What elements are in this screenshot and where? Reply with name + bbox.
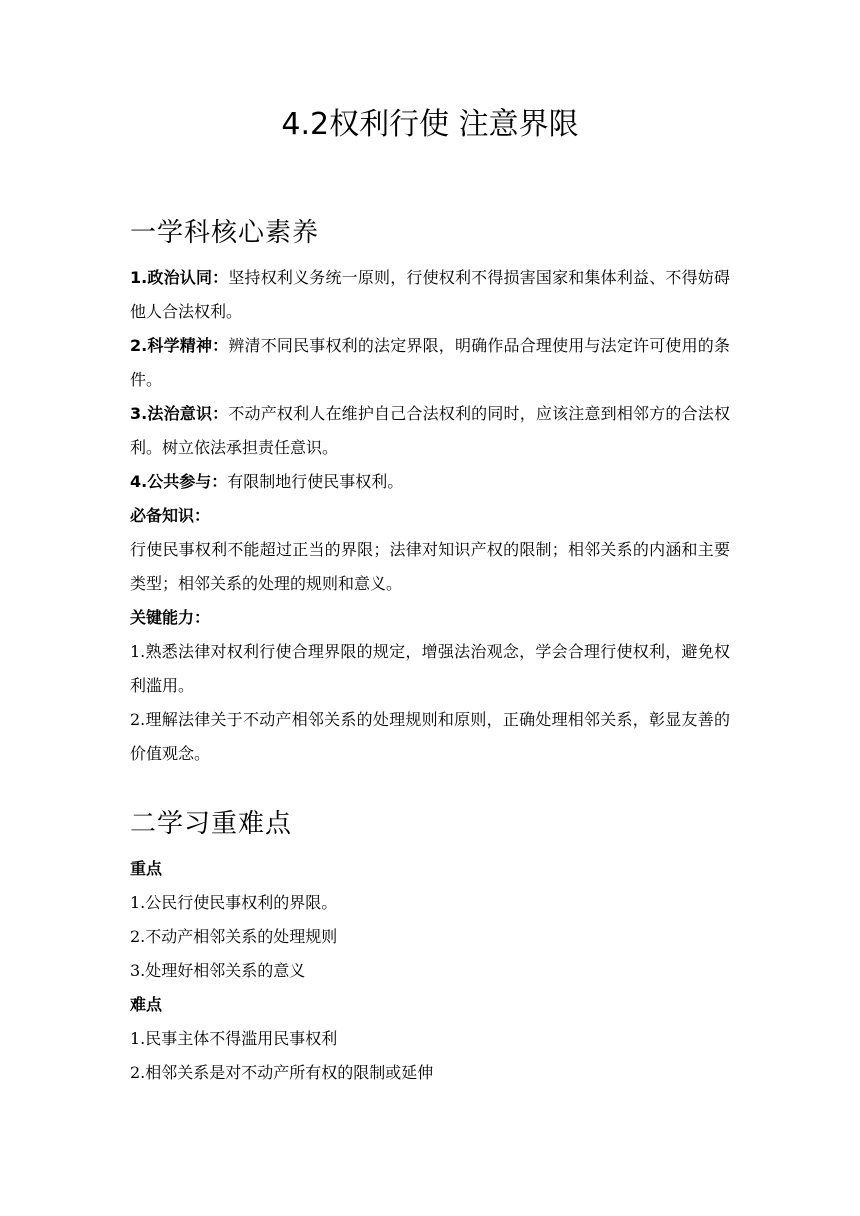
literacy-item-public	[130, 465, 730, 499]
key-point-item: 1.公民行使民事权利的界限。	[130, 893, 338, 912]
section-heading-core-literacy: 一学科核心素养	[130, 218, 320, 248]
key-point-item: 2.不动产相邻关系的处理规则	[130, 927, 338, 946]
knowledge-text: 行使民事权利不能超过正当的界限；法律对知识产权的限制；相邻关系的内涵和主要类型；相邻关系的处理的规则和意义。	[130, 540, 730, 593]
ability-label: 关键能力：	[130, 608, 211, 627]
literacy-label: 1.政治认同：	[130, 268, 229, 287]
ability-item: 1.熟悉法律对权利行使合理界限的规定，增强法治观念，学会合理行使权利，避免权利滥用。	[130, 642, 730, 695]
difficulty-item: 2.相邻关系是对不动产所有权的限制或延伸	[130, 1063, 434, 1082]
literacy-label: 4.公共参与：	[130, 472, 228, 491]
literacy-text: 坚持权利义务统一原则，行使权利不得损害国家和集体利益、不得妨碍他人合法权利。	[130, 268, 730, 321]
literacy-item-political	[130, 261, 730, 329]
core-literacy-list	[130, 261, 730, 771]
literacy-label: 2.科学精神：	[130, 336, 229, 355]
section-heading-key-difficult: 二学习重难点	[130, 809, 293, 839]
difficulty-item: 1.民事主体不得滥用民事权利	[130, 1029, 338, 1048]
document-title: 4.2权利行使 注意界限	[281, 107, 579, 142]
literacy-label: 3.法治意识：	[130, 404, 229, 423]
difficulty-label: 难点	[130, 995, 163, 1014]
literacy-text: 辨清不同民事权利的法定界限，明确作品合理使用与法定许可使用的条件。	[130, 336, 730, 389]
literacy-item-law	[130, 397, 730, 465]
literacy-text: 不动产权利人在维护自己合法权利的同时，应该注意到相邻方的合法权利。树立依法承担责任意识。	[130, 404, 730, 457]
knowledge-label: 必备知识：	[130, 506, 211, 525]
literacy-item-science	[130, 329, 730, 397]
key-point-item: 3.处理好相邻关系的意义	[130, 961, 306, 980]
key-points-label: 重点	[130, 859, 163, 878]
ability-item: 2.理解法律关于不动产相邻关系的处理规则和原则，正确处理相邻关系，彰显友善的价值观念。	[130, 710, 730, 763]
key-difficult-list	[130, 852, 730, 1090]
literacy-text: 有限制地行使民事权利。	[227, 472, 404, 491]
